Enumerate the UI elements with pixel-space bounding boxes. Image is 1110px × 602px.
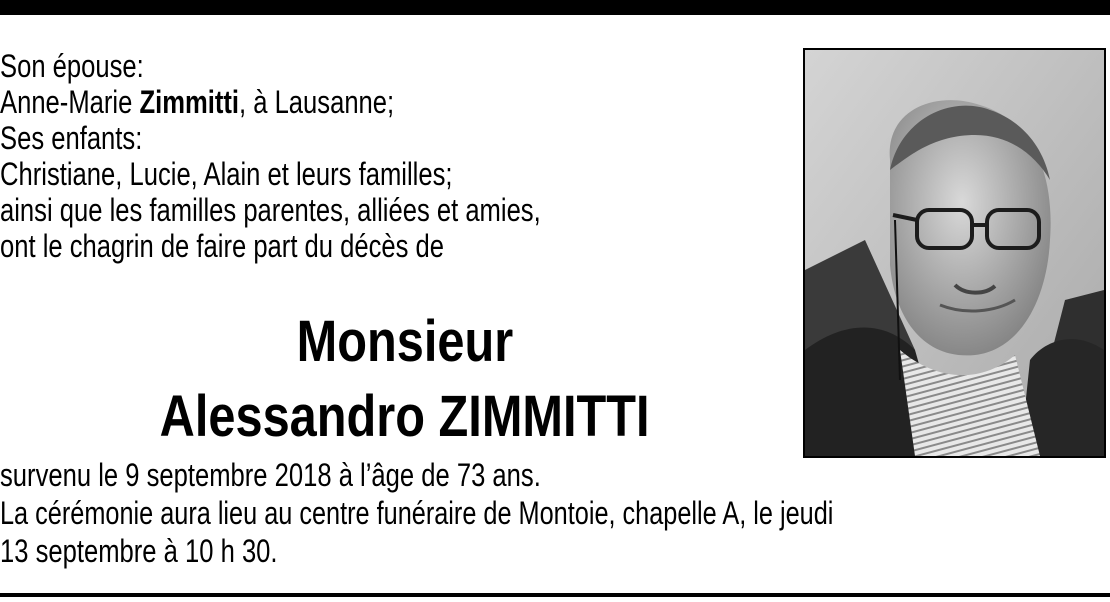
top-rule (0, 0, 1110, 15)
outro-line-time: 13 septembre à 10 h 30. (0, 533, 278, 569)
portrait-image (805, 50, 1104, 456)
intro-line-children-heading: Ses enfants: (0, 120, 143, 156)
honorific-text: Monsieur (296, 309, 514, 374)
outro-line-date: survenu le 9 septembre 2018 à l’âge de 73 ans. (0, 457, 541, 493)
intro-line-spouse (0, 84, 624, 120)
portrait-photo (803, 48, 1106, 458)
intro-line-families: ainsi que les familles parentes, alliées et amies, (0, 192, 541, 228)
spouse-location: , à Lausanne; (238, 84, 395, 120)
bottom-rule (0, 593, 1110, 597)
intro-line-spouse-heading: Son épouse: (0, 48, 144, 84)
spouse-surname: Zimmitti (139, 84, 239, 120)
deceased-name (0, 386, 810, 448)
intro-line-children: Christiane, Lucie, Alain et leurs familles; (0, 156, 453, 192)
spouse-first-name: Anne-Marie (0, 84, 140, 120)
outro-text (0, 456, 1055, 570)
deceased-name-text: Alessandro ZIMMITTI (160, 384, 650, 449)
intro-text (0, 48, 624, 264)
intro-line-announcement: ont le chagrin de faire part du décès de (0, 228, 445, 264)
deceased-honorific (0, 311, 810, 373)
outro-line-ceremony: La cérémonie aura lieu au centre funéraire de Montoie, chapelle A, le jeudi (0, 495, 834, 531)
